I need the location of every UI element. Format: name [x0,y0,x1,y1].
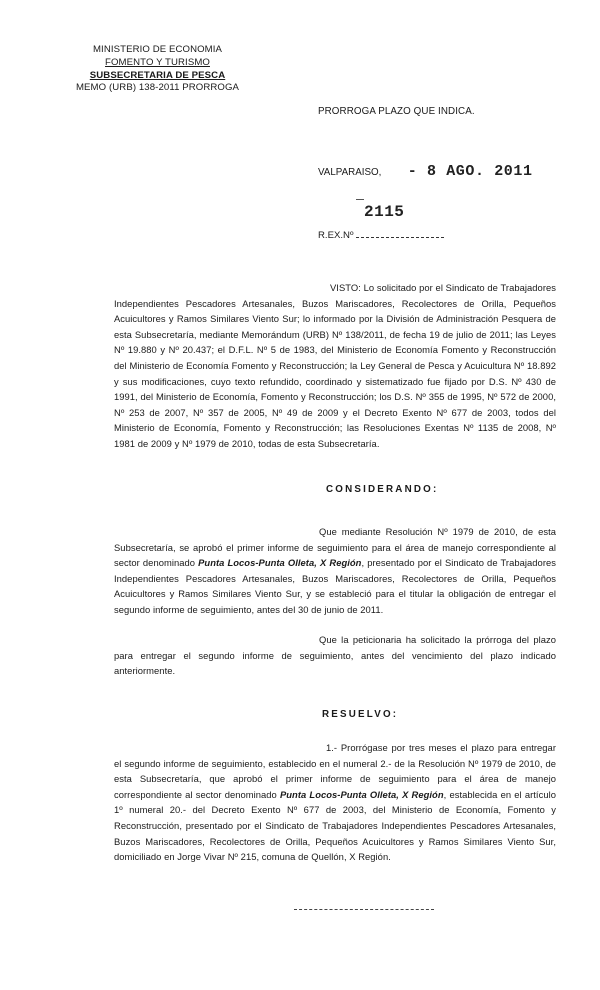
resuelvo-heading: RESUELVO: [322,709,399,720]
considerando-paragraph-1 [114,524,556,618]
visto-paragraph: VISTO: Lo solicitado por el Sindicato de Trabajadores Independientes Pescadores Artesanales, Buzos Mariscadores, Recolectores de Orilla, Pequeños Acuicultores y Ramos Similares Viento Sur; lo informado por la División de Administración Pesquera de esta Subsecretaría, mediante Memorándum (URB) Nº 138/2011, de fecha 19 de julio de 2011; las Leyes Nº 19.880 y Nº 20.437; el D.F.L. Nº 5 de 1983, del Ministerio de Economía Fomento y Reconstrucción del Ministerio de Economía Fomento y Reconstrucción; la Ley General de Pesca y Acuicultura Nº 18.892 y sus modificaciones, cuyo texto refundido, coordinado y sistematizado fue fijado por D.S. Nº 430 de 1991, del Ministerio de Economía, Fomento y Reconstrucción; los D.S. Nº 355 de 1995, Nº 572 de 2000, Nº 253 de 2007, Nº 357 de 2005, Nº 49 de 2009 y el Decreto Exento Nº 677 de 2003, todos del Ministerio de Economía, Fomento y Reconstrucción; las Resoluciones Exentas Nº 1135 de 2008, Nº 1981 de 2009 y Nº 1979 de 2010, todas de esta Subsecretaría. [114,282,556,449]
page-end-rule [294,909,434,910]
considerando-heading: CONSIDERANDO: [326,484,439,495]
sector-name-2: Punta Locos-Punta Olleta, X Región [279,788,444,800]
place-date [318,162,533,180]
document-subject: PRORROGA PLAZO QUE INDICA. [318,106,475,117]
resuelvo-paragraph-1 [114,740,556,865]
considerando-paragraph-2: Que la peticionaria ha solicitado la prórroga del plazo para entregar el segundo informe de seguimiento, antes del vencimiento del plazo indicado anteriormente. [114,634,556,677]
ministry-subname: FOMENTO Y TURISMO [105,56,210,68]
memo-reference: MEMO (URB) 138-2011 PRORROGA [75,82,240,94]
undersecretariat-name: SUBSECRETARIA DE PESCA [89,69,226,81]
resuelvo-1-text-a: 1.- Prorrógase por tres meses el plazo para entregar el segundo informe de seguimiento, establecido en el numeral 2.- de la Resolución Nº 1979 de 2010, de esta Subsecretaría, que aprobó el primer informe de seguimiento para el área de manejo correspondiente al sector denominado [114,742,556,800]
letterhead [70,44,245,95]
considerando-1-text-a: Que mediante Resolución Nº 1979 de 2010, de esta Subsecretaría, se aprobó el primer informe de seguimiento para el área de manejo correspondiente al sector denominado [114,526,556,569]
date-stamp: - 8 AGO. 2011 [407,163,533,180]
resolution-number-stamp: 2115 [364,203,405,221]
resuelvo-1-text-b: , establecida en el artículo 1º numeral 20.- del Decreto Exento Nº 677 de 2003, del Ministerio de Economía, Fomento y Reconstrucción, presentado por el Sindicato de Trabajadores Independientes Pescadores Artesanales, Buzos Mariscadores, Recolectores de Orilla, Pequeños Acuicultores y Ramos Similares Viento Sur, domiciliado en Jorge Vivar Nº 215, comuna de Quellón, X Región. [114,788,556,863]
rex-label: R.EX.Nº [318,230,354,241]
rex-line [318,229,444,241]
sector-name: Punta Locos-Punta Olleta, X Región [198,557,362,569]
number-mark [356,199,364,200]
rex-blank-line [356,229,444,238]
place: VALPARAISO, [318,167,382,178]
ministry-name: MINISTERIO DE ECONOMIA [92,44,223,55]
considerando-1-text-b: , presentado por el Sindicato de Trabajadores Independientes Pescadores Artesanales, Buzos Mariscadores, Recolectores de Orilla, Pequeños Acuicultores y Ramos Similares Viento Sur, y se estableció para el titular la obligación de entregar el segundo informe de seguimiento, antes del 30 de junio de 2011. [114,557,556,615]
